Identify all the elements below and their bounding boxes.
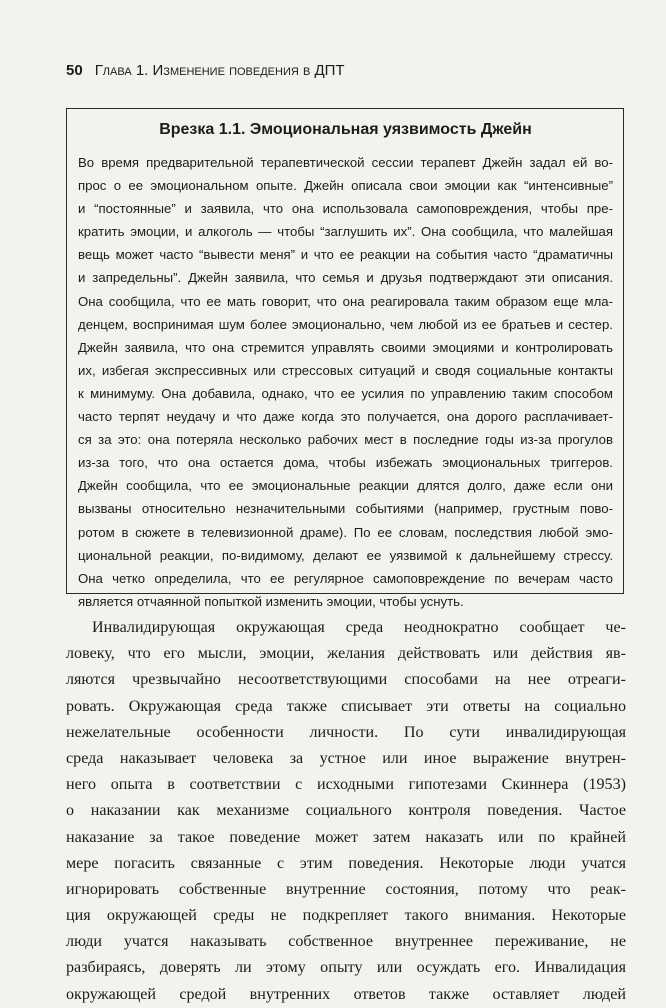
box-line: денцем, воспринимая шум более эмоционально, чем любой из ее братьев и сестер.: [78, 316, 613, 332]
body-paragraph: [66, 615, 626, 1008]
box-line: вызваны относительно незначительными событиями (например, грустным пово-: [78, 501, 613, 517]
body-line: ция окружающей среды не подкрепляет такого внимания. Некоторые: [66, 907, 626, 925]
body-line: игнорировать собственные внутренние состояния, потому что реак-: [66, 880, 626, 898]
running-header: [66, 62, 626, 86]
chapter-title: Глава 1. Изменение поведения в ДПТ: [94, 62, 345, 79]
box-line: Она четко определила, что ее регулярное самоповреждение по вечерам часто: [78, 570, 613, 586]
box-line: Во время предварительной терапевтической сессии терапевт Джейн задал ей во-: [78, 155, 613, 170]
box-line: часто терпят неудачу и что даже когда это получается, она дорого расплачивает-: [78, 409, 613, 425]
page-number: 50: [66, 62, 83, 79]
body-line: ровать. Окружающая среда также списывает эти ответы на социально: [66, 697, 626, 715]
box-title: Врезка 1.1. Эмоциональная уязвимость Джейн: [159, 121, 532, 138]
box-line: к минимуму. Она добавила, однако, что ее усилия по управлению таким способом: [78, 385, 613, 401]
box-line: прос о ее эмоциональном опыте. Джейн описала свои эмоции как “интенсивные”: [78, 178, 613, 194]
box-line: Джейн сообщила, что ее эмоциональные реакции длятся долго, даже если они: [78, 478, 613, 494]
box-line: из-за того, что она остается дома, чтобы избежать эмоциональных триггеров.: [78, 455, 613, 471]
box-line: является отчаянной попыткой изменить эмоции, чтобы уснуть.: [78, 593, 464, 609]
box-line: и запредельны”. Джейн заявила, что семья и друзья подтверждают эти описания.: [78, 270, 613, 286]
body-line: нежелательные особенности личности. По сути инвалидирующая: [66, 723, 626, 741]
box-line: их, избегая экспрессивных или стрессовых ситуаций и сводя социальные контакты: [78, 362, 613, 378]
box-line: Она сообщила, что ее мать говорит, что она реагировала таким образом еще мла-: [78, 293, 613, 309]
box-line: вещь может часто “вывести меня” и что ее реакции на события часто “драматичны: [78, 247, 613, 263]
body-line: люди учатся наказывать собственное внутреннее переживание, не: [66, 933, 626, 951]
box-line: ся за это: она потеряла несколько рабочих мест в последние годы из-за прогулов: [78, 432, 613, 448]
box-text: [78, 151, 613, 613]
box-line: Джейн заявила, что она стремится управлять своими эмоциями и контролировать: [78, 339, 613, 355]
box-line: и “постоянные” и заявила, что она использовала самоповреждения, чтобы пре-: [78, 201, 613, 217]
body-line: ловеку, что его мысли, эмоции, желания действовать или действия яв-: [66, 645, 626, 663]
box-line: кратить эмоции, и алкоголь — чтобы “заглушить их”. Она сообщила, что малейшая: [78, 224, 613, 240]
body-line: окружающей средой внутренних ответов также оставляет людей: [66, 985, 626, 1003]
body-line: среда наказывает человека за устное или иное выражение внутрен-: [66, 749, 626, 767]
body-line: наказание за такое поведение может затем наказать или по крайней: [66, 828, 626, 846]
body-line: него опыта в соответствии с исходными гипотезами Скиннера (1953): [66, 776, 626, 794]
body-line: разбираясь, доверять ли этому опыту или осуждать его. Инвалидация: [66, 959, 626, 977]
body-line: о наказании как механизме социального контроля поведения. Частое: [66, 802, 626, 820]
box-line: ротом в сюжете в телевизионной драме). По ее словам, последствия любой эмо-: [78, 524, 613, 540]
box-line: циональной реакции, по-видимому, делают ее уязвимой к дальнейшему стрессу.: [78, 547, 613, 563]
body-line: мере погасить связанные с этим поведения. Некоторые люди учатся: [66, 854, 626, 872]
sidebar-box: [66, 108, 624, 609]
body-line: Инвалидирующая окружающая среда неоднократно сообщает че-: [92, 619, 626, 636]
body-line: ляются чрезвычайно несоответствующими способами на нее отреаги-: [66, 671, 626, 689]
